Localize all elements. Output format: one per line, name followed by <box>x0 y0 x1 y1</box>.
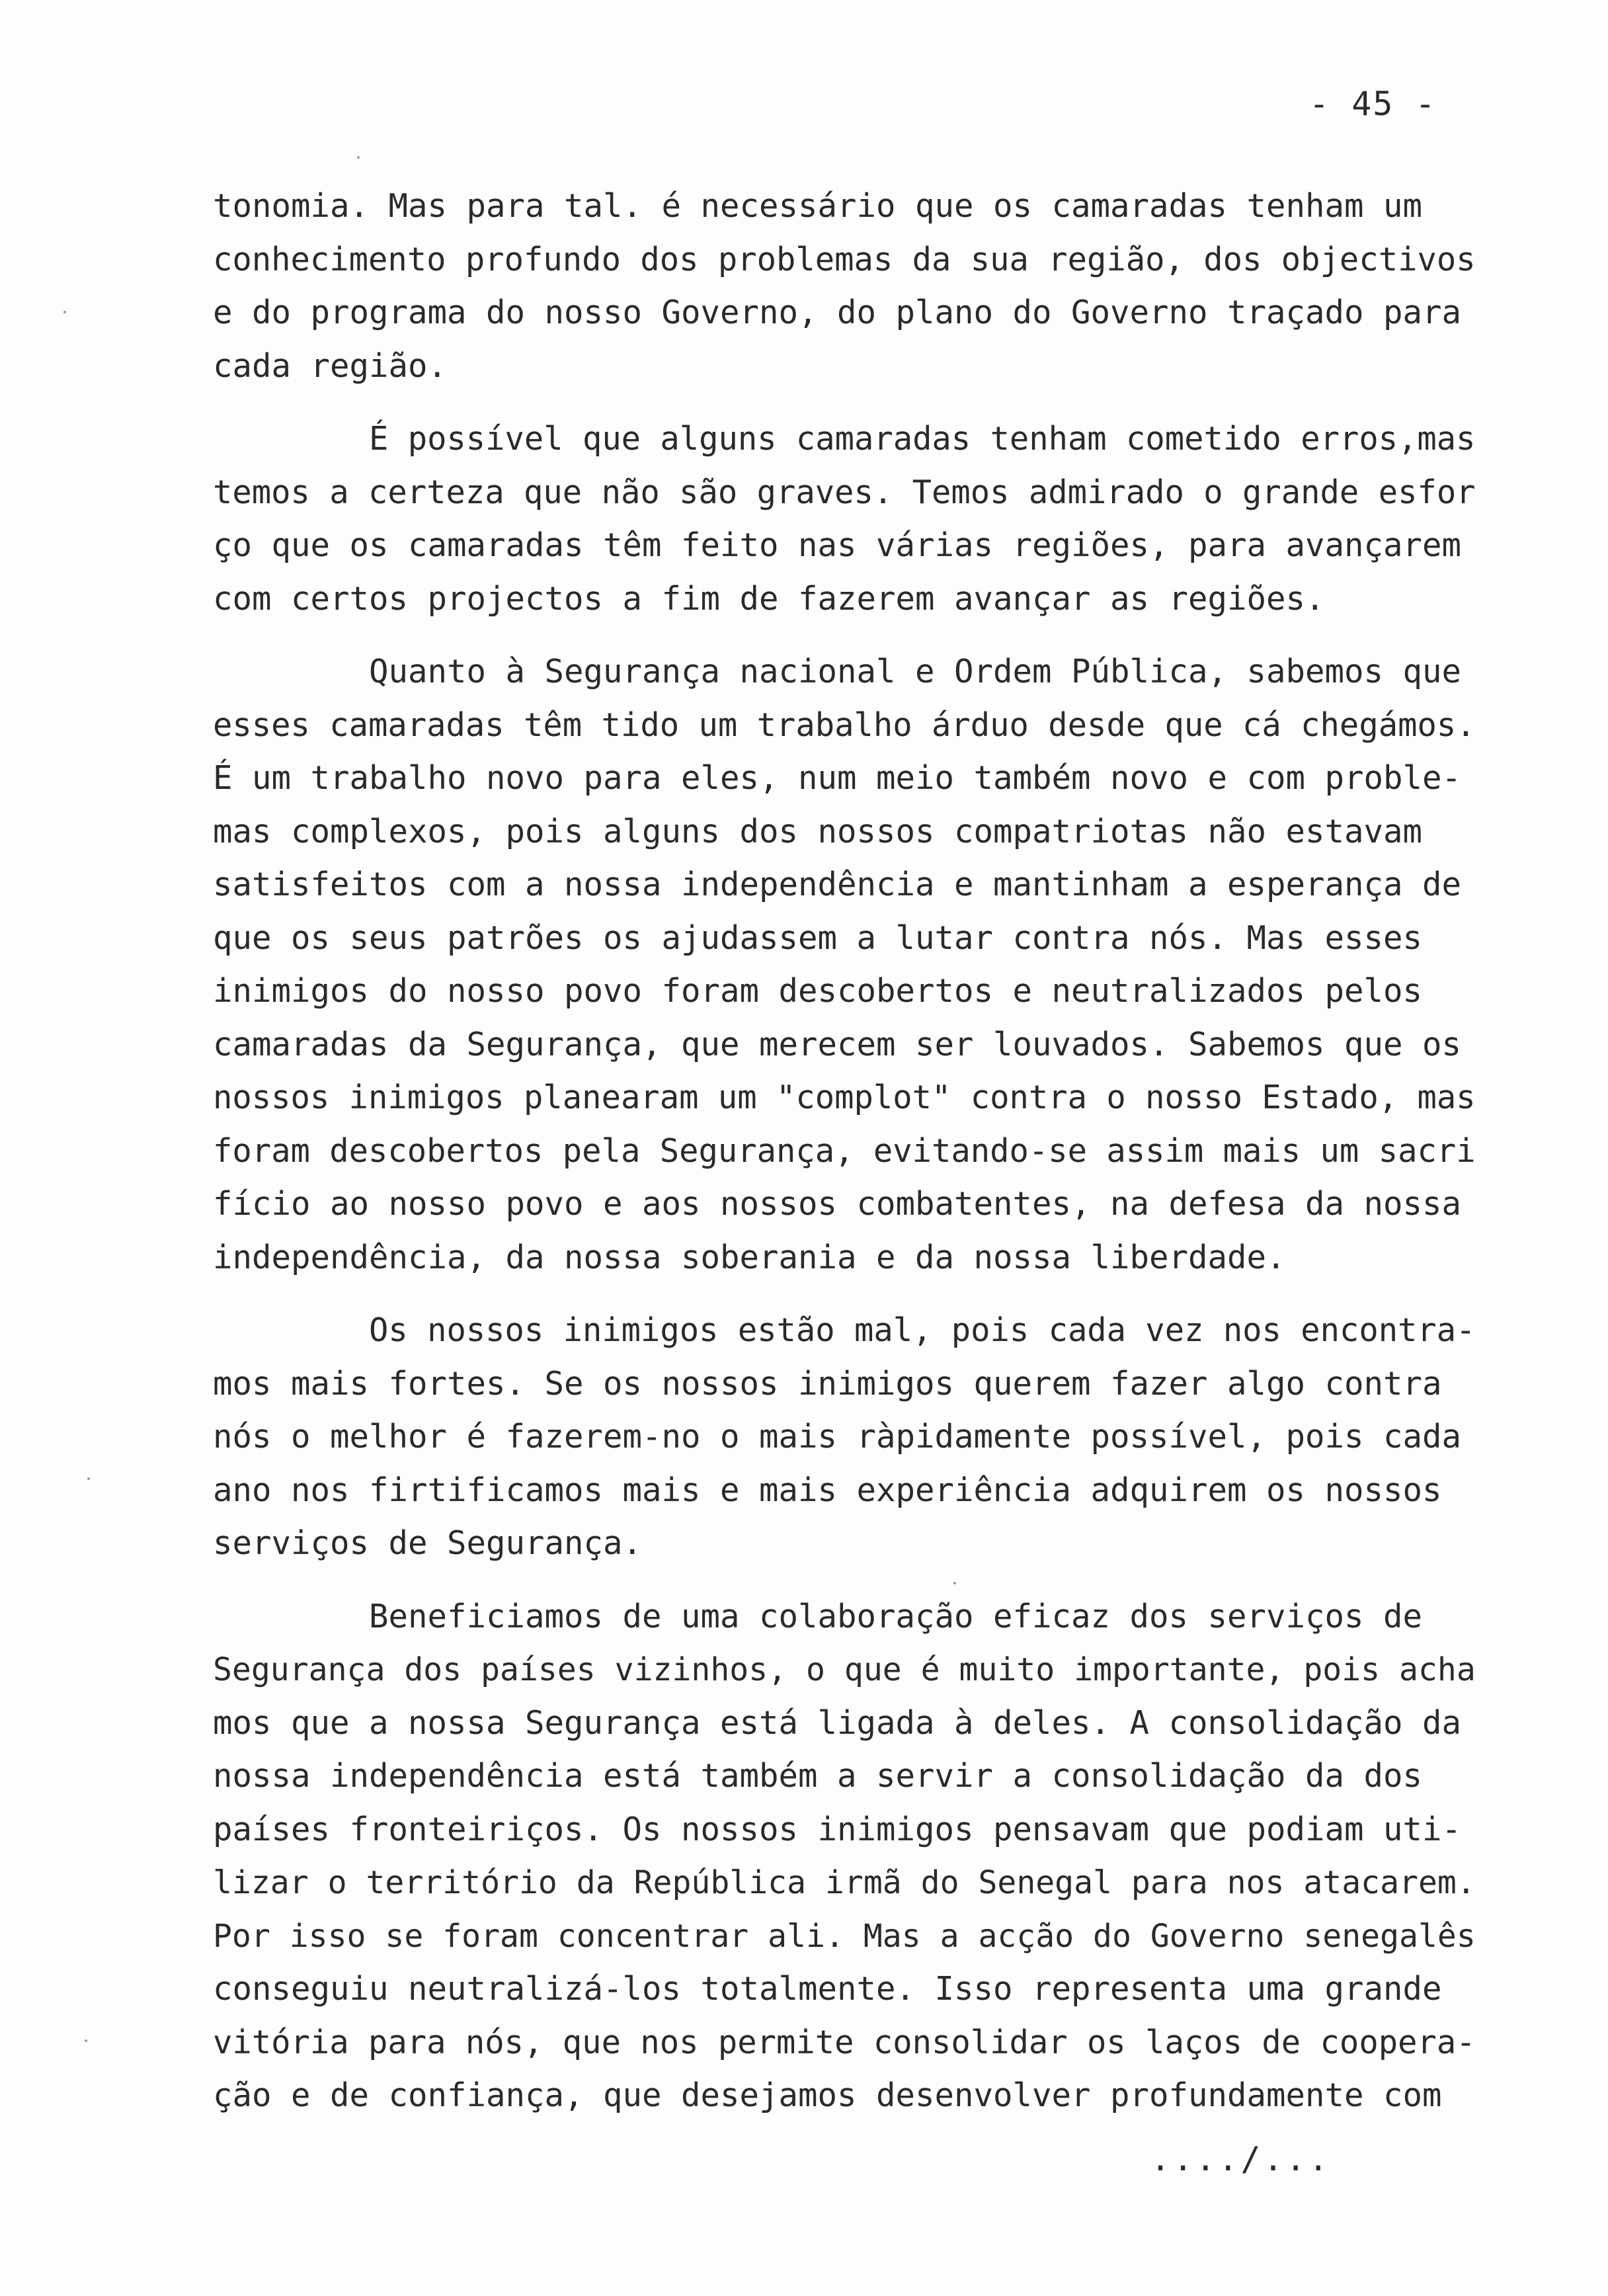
text-line: satisfeitos com a nossa independência e mantinham a esperança de <box>213 866 1462 903</box>
text-line: ção e de confiança, que desejamos desenvolver profundamente com <box>213 2076 1442 2114</box>
text-line: países fronteiriços. Os nossos inimigos pensavam que podiam uti- <box>213 1810 1462 1848</box>
text-line: Quanto à Segurança nacional e Ordem Pública, sabemos que <box>369 653 1462 690</box>
text-line: e do programa do nosso Governo, do plano do Governo traçado para <box>213 294 1462 331</box>
text-line: serviços de Segurança. <box>213 1524 643 1562</box>
text-line: mos mais fortes. Se os nossos inimigos querem fazer algo contra <box>213 1364 1442 1403</box>
text-line: conseguiu neutralizá-los totalmente. Isso representa uma grande <box>213 1970 1442 2008</box>
text-line: temos a certeza que não são graves. Temos admirado o grande esfor <box>213 473 1476 511</box>
scan-speck <box>85 2039 87 2042</box>
page-number: - 45 - <box>1309 85 1437 123</box>
text-line: nossos inimigos planearam um "complot" contra o nosso Estado, mas <box>213 1079 1476 1116</box>
text-line: Por isso se foram concentrar ali. Mas a acção do Governo senegalês <box>213 1917 1476 1955</box>
text-line: nossa independência está também a servir a consolidação da dos <box>213 1757 1423 1795</box>
text-line: camaradas da Segurança, que merecem ser louvados. Sabemos que os <box>213 1025 1462 1063</box>
body-text <box>213 180 1476 2123</box>
text-line: conhecimento profundo dos problemas da sua região, dos objectivos <box>213 240 1476 278</box>
text-line: inimigos do nosso povo foram descobertos e neutralizados pelos <box>213 972 1423 1010</box>
text-line: tonomia. Mas para tal. é necessário que os camaradas tenham um <box>213 187 1423 225</box>
text-line: esses camaradas têm tido um trabalho árduo desde que cá chegámos. <box>213 706 1476 744</box>
text-line: cada região. <box>213 347 448 385</box>
text-line: ço que os camaradas têm feito nas várias regiões, para avançarem <box>213 526 1462 564</box>
text-line: foram descobertos pela Segurança, evitando-se assim mais um sacri <box>213 1131 1476 1170</box>
text-line: vitória para nós, que nos permite consolidar os laços de coopera- <box>213 2023 1476 2061</box>
continuation-mark: ..../... <box>1150 2140 1331 2178</box>
text-line: fício ao nosso povo e aos nossos combatentes, na defesa da nossa <box>213 1185 1462 1223</box>
text-line: mos que a nossa Segurança está ligada à deles. A consolidação da <box>213 1703 1462 1742</box>
text-line: ano nos firtificamos mais e mais experiência adquirem os nossos <box>213 1471 1442 1509</box>
text-line: É um trabalho novo para eles, num meio também novo e com proble- <box>213 759 1462 797</box>
text-line: que os seus patrões os ajudassem a lutar contra nós. Mas esses <box>213 919 1423 957</box>
text-line: com certos projectos a fim de fazerem avançar as regiões. <box>213 579 1325 618</box>
scan-speck <box>63 311 66 313</box>
text-line: nós o melhor é fazerem-no o mais ràpidamente possível, pois cada <box>213 1418 1462 1456</box>
text-line: É possível que alguns camaradas tenham cometido erros,mas <box>369 420 1476 458</box>
text-line: Os nossos inimigos estão mal, pois cada vez nos encontra- <box>369 1311 1476 1349</box>
scan-speck <box>953 1582 956 1584</box>
text-line: mas complexos, pois alguns dos nossos compatriotas não estavam <box>213 812 1423 850</box>
text-line: Beneficiamos de uma colaboração eficaz dos serviços de <box>369 1597 1423 1635</box>
scan-speck <box>87 1477 90 1480</box>
text-line: Segurança dos países vizinhos, o que é muito importante, pois acha <box>213 1651 1476 1688</box>
scan-speck <box>357 156 360 159</box>
text-line: independência, da nossa soberania e da nossa liberdade. <box>213 1238 1286 1276</box>
text-line: lizar o território da República irmã do Senegal para nos atacarem. <box>213 1864 1476 1901</box>
